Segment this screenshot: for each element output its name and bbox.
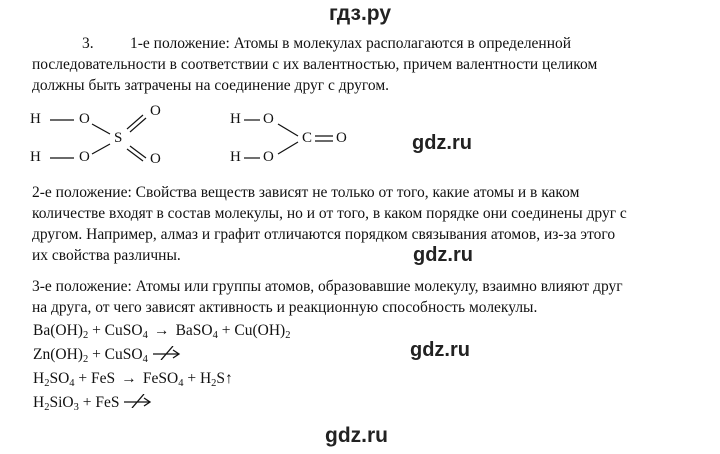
p3-line1: 3-е положение: Атомы или группы атомов, образовавшие молекулу, взаимно влияют друг — [32, 278, 623, 295]
watermark-logo: gdz.ru — [410, 339, 470, 361]
equation-sulfuric-acid-iron-sulfide: $H_2SO_4$ + FeS → FeSO$_4$ + $H_2S↑$ — [33, 370, 233, 389]
atom-o: O — [79, 111, 90, 127]
atom-h: H — [30, 149, 41, 165]
atom-h: H — [230, 149, 241, 165]
atom-o: O — [79, 149, 90, 165]
paragraph-position-3 — [32, 276, 684, 318]
no-reaction-arrow-icon — [152, 346, 182, 358]
atom-h: H — [30, 111, 41, 127]
p2-line4: их свойства различны. — [32, 247, 181, 264]
p3-line2: на друга, от чего зависят активность и реакционную способность молекулы. — [32, 299, 538, 316]
paragraph-position-1 — [32, 33, 684, 96]
atom-o: O — [150, 103, 161, 119]
equation-barium-hydroxide: $Ba(OH)_2$ + CuSO$_4$ → BaSO$_4$ + $Cu(OH)_2$ — [33, 322, 291, 341]
equation-silicic-acid-iron-sulfide: $H_2SiO_3$ + FeS — [33, 393, 153, 418]
p2-line3: другом. Например, алмаз и графит отличаются порядком связывания атомов, из-за этого — [32, 226, 616, 243]
watermark-logo: gdz.ru — [413, 244, 473, 266]
atom-c: C — [302, 130, 313, 146]
sulfuric-acid-structure — [30, 103, 180, 168]
item-number: 3. — [82, 35, 94, 52]
reaction-arrow: → — [121, 370, 137, 387]
carbonic-acid-bonds — [230, 110, 370, 170]
atom-o: O — [150, 151, 161, 167]
p1-line3: должны быть затрачены на соединение друг с другом. — [32, 77, 390, 94]
p2-line2: количестве входят в состав молекулы, но и от того, в каком порядке они соединены друг с — [32, 205, 627, 222]
equation-zinc-hydroxide: $Zn(OH)_2$ + CuSO$_4$ — [33, 345, 182, 370]
atom-o: O — [336, 130, 347, 146]
atom-o: O — [263, 149, 274, 165]
p1-line1: 1-е положение: Атомы в молекулах располагаются в определенной — [130, 35, 572, 52]
atom-h: H — [230, 111, 241, 127]
carbonic-acid-structure — [230, 110, 370, 170]
no-reaction-arrow-icon — [123, 394, 153, 406]
atom-o: O — [263, 111, 274, 127]
reaction-arrow: → — [153, 322, 170, 339]
p2-line1: 2-е положение: Свойства веществ зависят не только от того, какие атомы и в каком — [32, 184, 580, 201]
site-title: гдз.ру — [328, 2, 392, 25]
p1-line2: последовательности в соответствии с их валентностью, причем валентности целиком — [32, 56, 598, 73]
atom-s: S — [114, 130, 123, 146]
watermark-logo: gdz.ru — [412, 132, 472, 154]
paragraph-position-2 — [32, 182, 684, 266]
watermark-logo: gdz.ru — [325, 424, 388, 447]
